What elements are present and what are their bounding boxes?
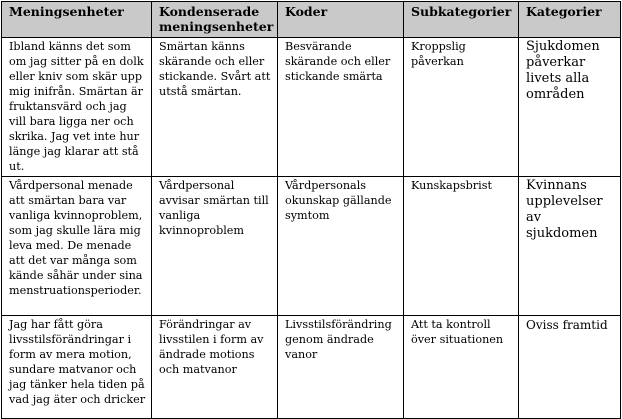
cell-meningsenhet: Jag har fått göra livsstilsförändringar i form av mera motion, sundare matvanor och jag tänker hela tiden på vad jag äter och dricker xyxy=(2,316,152,419)
cell-kondenserad: Vårdpersonal avvisar smärtan till vanliga kvinnoproblem xyxy=(152,177,278,316)
header-kategorier: Kategorier xyxy=(519,2,621,38)
cell-meningsenhet: Vårdpersonal menade att smärtan bara var vanliga kvinnoproblem, som jag skulle lära mig leva med. De menade att det var många som kände såhär under sina menstruationsperioder. xyxy=(2,177,152,316)
table-row xyxy=(2,316,621,419)
cell-subkategori: Kroppslig påverkan xyxy=(404,38,519,177)
header-koder: Koder xyxy=(278,2,404,38)
header-kondenserade-meningsenheter: Kondenserade meningsenheter xyxy=(152,2,278,38)
header-subkategorier: Subkategorier xyxy=(404,2,519,38)
cell-kondenserad: Förändringar av livsstilen i form av ändrade motions och matvanor xyxy=(152,316,278,419)
cell-subkategori: Att ta kontroll över situationen xyxy=(404,316,519,419)
content-analysis-table xyxy=(1,1,621,419)
cell-kod: Besvärande skärande och eller stickande smärta xyxy=(278,38,404,177)
header-meningsenheter: Meningsenheter xyxy=(2,2,152,38)
table-header-row xyxy=(2,2,621,38)
cell-meningsenhet: Ibland känns det som om jag sitter på en dolk eller kniv som skär upp mig inifrån. Smärtan är fruktansvärd och jag vill bara ligga ner och skrika. Jag vet inte hur länge jag klarar att stå ut. xyxy=(2,38,152,177)
cell-kondenserad: Smärtan känns skärande och eller stickande. Svårt att utstå smärtan. xyxy=(152,38,278,177)
cell-kategori: Sjukdomen påverkar livets alla områden xyxy=(519,38,621,177)
table-row xyxy=(2,38,621,177)
table-row xyxy=(2,177,621,316)
cell-subkategori: Kunskapsbrist xyxy=(404,177,519,316)
cell-kod: Vårdpersonals okunskap gällande symtom xyxy=(278,177,404,316)
cell-kategori: Oviss framtid xyxy=(519,316,621,419)
cell-kategori: Kvinnans upplevelser av sjukdomen xyxy=(519,177,621,316)
cell-kod: Livsstilsförändring genom ändrade vanor xyxy=(278,316,404,419)
